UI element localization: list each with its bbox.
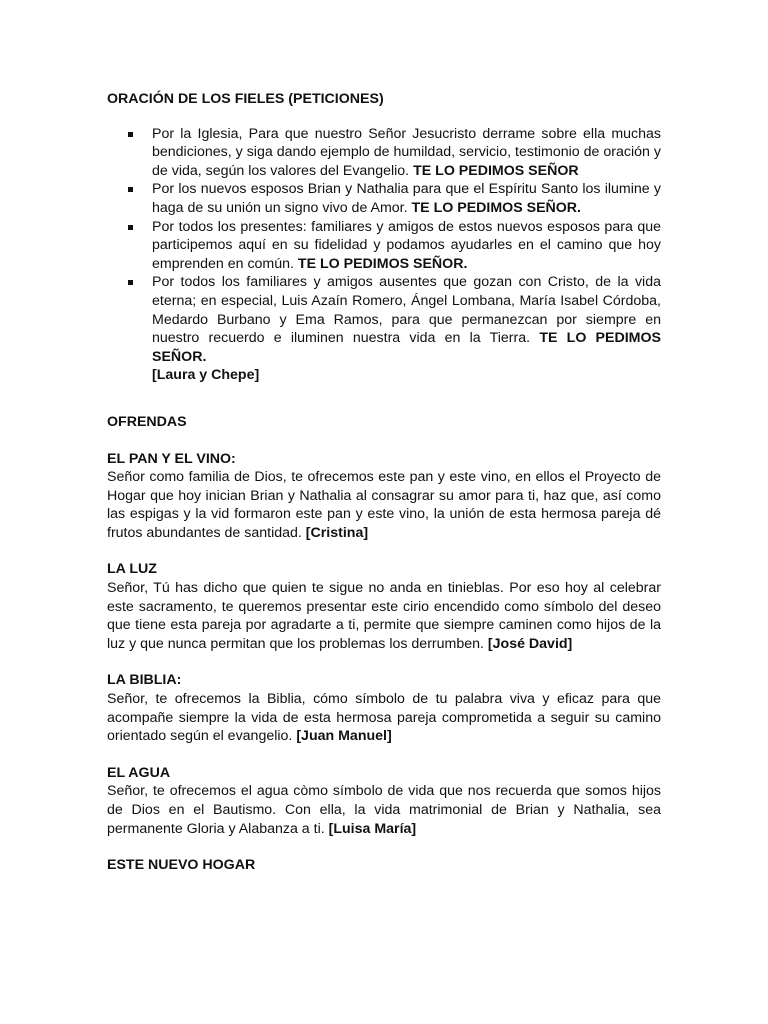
offering-section [107,560,661,653]
offering-text: Señor, te ofrecemos la Biblia, cómo símbolo de tu palabra viva y eficaz para que acompañe siempre la vida de esta hermosa pareja comprometida a seguir su camino orientado según el evangelio. [107,691,661,745]
hogar-title: ESTE NUEVO HOGAR [107,857,256,874]
offering-paragraph [107,782,661,838]
petition-response: TE LO PEDIMOS SEÑOR [413,162,579,179]
petition-item [107,273,661,366]
offering-paragraph [107,690,661,746]
offering-section [107,450,661,543]
document-page [107,90,661,875]
offering-signature: [Luisa María] [328,820,417,837]
petition-item [107,180,661,217]
petitions-signature: [Laura y Chepe] [152,367,260,384]
offering-signature: [Juan Manuel] [296,728,392,745]
petition-text: Por la Iglesia, Para que nuestro Señor Jesucristo derrame sobre ella muchas bendiciones, y siga dando ejemplo de humildad, servicio, testimonio de oración y de vida, según los valores del Evangelio. [152,125,661,179]
offering-text: Señor, te ofrecemos el agua còmo símbolo de vida que nos recuerda que somos hijos de Dios en el Bautismo. Con ella, la vida matrimonial de Brian y Nathalia, sea permanente Gloria y Alabanza a ti. [107,783,661,837]
ofrendas-title: OFRENDAS [107,413,187,430]
offering-section [107,764,661,838]
petition-response: TE LO PEDIMOS SEÑOR. [152,330,661,365]
petitions-list [107,125,661,367]
offering-title: EL PAN Y EL VINO: [107,450,236,467]
page-title: ORACIÓN DE LOS FIELES (PETICIONES) [107,91,384,107]
petition-text: Por todos los presentes: familiares y amigos de estos nuevos esposos para que participemos aquí en su fidelidad y podamos ayudarles en el camino que hoy emprenden en común. [152,218,661,272]
offering-paragraph [107,579,661,653]
offering-section [107,671,661,745]
petition-item [107,218,661,274]
petition-text: Por todos los familiares y amigos ausentes que gozan con Cristo, de la vida eterna; en especial, Luis Azaín Romero, Ángel Lombana, María Isabel Córdoba, Medardo Burbano y Ema Ramos, para que permanezcan por siempre en nuestro recuerdo e iluminen nuestra vida en la Tierra. [152,274,661,347]
offering-signature: [Cristina] [305,524,369,541]
offering-signature: [José David] [487,635,573,652]
petition-response: TE LO PEDIMOS SEÑOR. [297,255,468,272]
offering-title: LA BIBLIA: [107,672,182,689]
offering-title: EL AGUA [107,764,171,781]
petition-text: Por los nuevos esposos Brian y Nathalia para que el Espíritu Santo los ilumine y haga de su unión un signo vivo de Amor. [152,181,661,216]
petition-item [107,125,661,181]
offering-title: LA LUZ [107,561,157,578]
offering-paragraph [107,468,661,542]
offering-text: Señor como familia de Dios, te ofrecemos este pan y este vino, en ellos el Proyecto de Hogar que hoy inician Brian y Nathalia al consagrar su amor para ti, haz que, así como las espigas y la vid formaron este pan y este vino, la unión de esta hermosa pareja dé frutos abundantes de santidad. [107,469,661,541]
petition-response: TE LO PEDIMOS SEÑOR. [411,199,581,216]
offering-text: Señor, Tú has dicho que quien te sigue no anda en tinieblas. Por eso hoy al celebrar este sacramento, te queremos presentar este cirio encendido como símbolo del deseo que tiene esta pareja por agradarte a ti, permite que siempre caminen como hijos de la luz y que nunca permitan que los problemas los derrumben. [107,580,661,652]
